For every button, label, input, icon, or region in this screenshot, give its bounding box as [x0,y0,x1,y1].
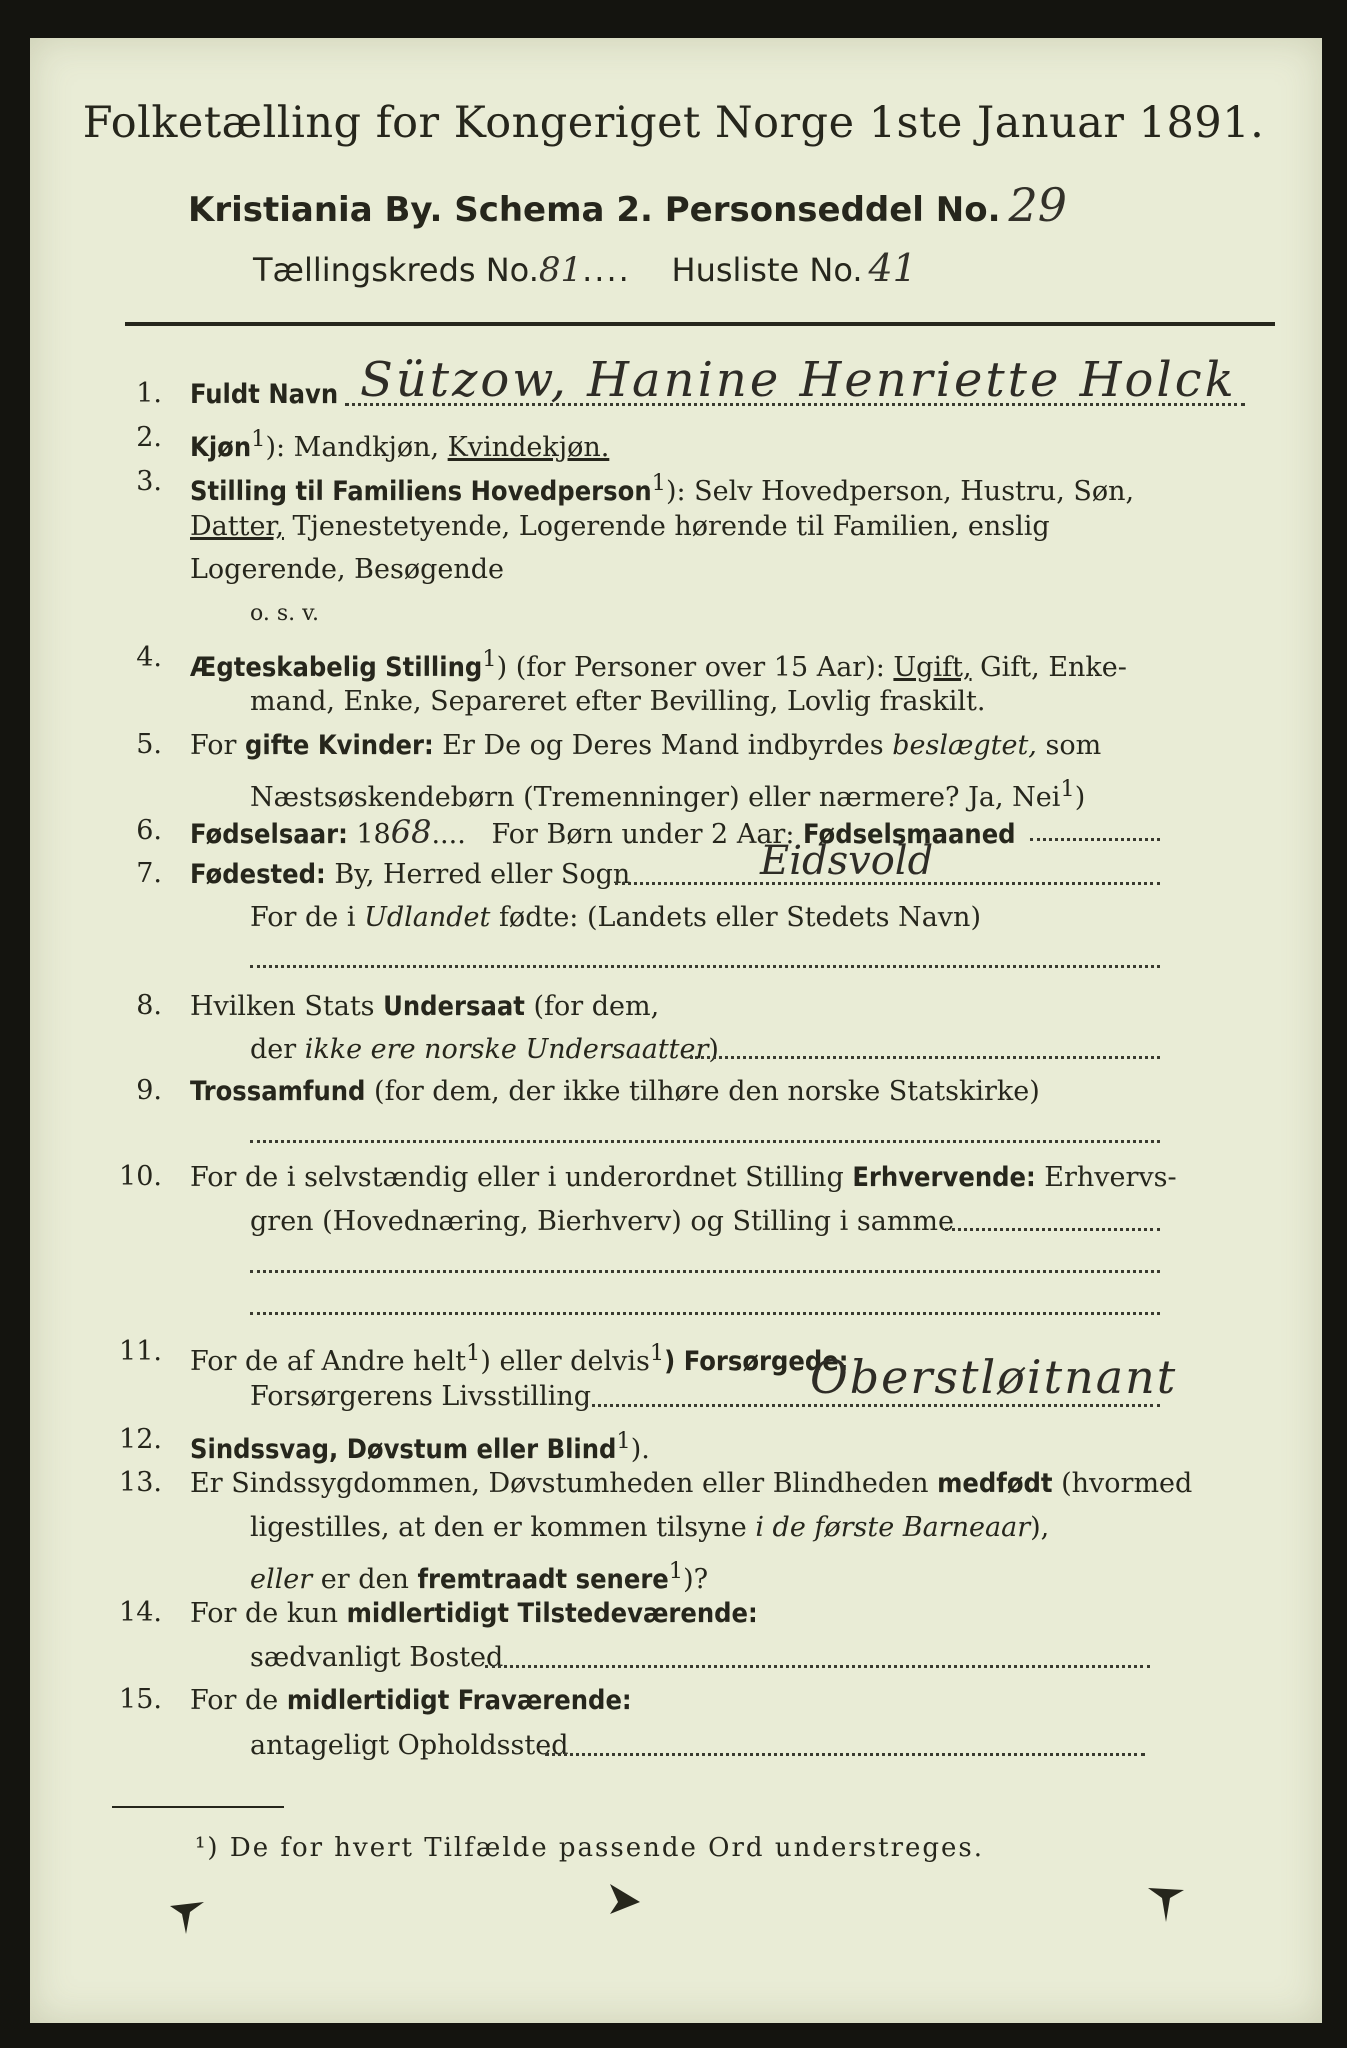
sex-option-male: ): Mandkjøn, [265,432,448,463]
married-women-line-2: Næstsøskendebørn (Tremenninger) eller nærmere? Ja, Nei$^1$) [250,776,1086,813]
sex-label: Kjøn [190,432,252,463]
religion-label: Trossamfund [190,1076,366,1107]
presumed-residence-dotted-line [545,1753,1145,1756]
birth-year-value: 68 [390,813,432,851]
citizenship-text-2: (for dem, [524,991,660,1022]
occupation-label: Erhvervende: [852,1162,1036,1193]
congenital-text-6: eller [250,1564,313,1595]
birthplace-abroad-text-1: For de i [250,902,365,933]
field-family-position [190,466,1134,509]
field-disability [190,1424,650,1467]
field-birth-year: Fødselsaar: 1868.... For Børn under 2 Aar: Fødselsmaaned [190,813,1016,851]
item-number: 6. [136,815,162,846]
footnote-text: De for hvert Tilfælde passende Ord understreges. [229,1833,985,1863]
dependents-label: ) Forsørgede: [664,1346,849,1377]
family-position-line-4: o. s. v. [250,601,319,626]
birthplace-label: Fødested: [190,859,326,890]
husliste-label: Husliste No. [671,251,863,289]
footnote-ref: 1 [651,470,666,496]
footnote-ref: 1 [251,426,266,452]
marital-status-options-a: ) (for Personer over 15 Aar): [496,652,894,683]
citizenship-dotted-line [690,1056,1160,1059]
congenital-text-3: ligestilles, at den er kommen tilsyne [250,1512,756,1543]
religion-dotted-line [250,1140,1160,1143]
congenital-text-4: i de første Barneaar [755,1512,1031,1543]
religion-text: (for dem, der ikke tilhøre den norske Statskirke) [365,1076,1040,1107]
citizenship-label: Undersaat [383,991,525,1022]
item-number: 4. [136,642,162,673]
birthplace-abroad-text-3: fødte: (Landets eller Stedets Navn) [490,902,981,933]
birth-month-dotted-line [1030,838,1160,841]
form-title: Folketælling for Kongeriget Norge 1ste Januar 1891. [82,98,1265,148]
family-position-label: Stilling til Familiens Hovedperson [190,476,652,507]
temporarily-absent-label: midlertidigt Fraværende: [286,1685,632,1716]
item-number: 13. [119,1467,162,1498]
husliste-number: 41 [868,246,917,290]
personseddel-number: 29 [1008,178,1068,232]
field-dependents [190,1336,848,1379]
field-temporarily-absent [190,1684,632,1718]
birth-month-text: For Børn under 2 Aar: [491,819,803,850]
item-number: 5. [136,729,162,760]
birthplace-abroad-dotted-line [250,965,1160,968]
dependents-text-2: ) eller delvis [480,1346,650,1377]
item-number: 1. [136,378,162,409]
corner-mark-icon [168,1898,208,1938]
temporarily-present-label: midlertidigt Tilstedeværende: [346,1598,758,1629]
birthplace-abroad-text-2: Udlandet [364,902,491,933]
citizenship-line-2 [250,1033,719,1067]
married-women-text-4: som [1036,730,1102,761]
congenital-label-2: fremtraadt senere [417,1564,669,1595]
family-position-options-b: Tjenestetyende, Logerende hørende til Familien, enslig [283,511,1050,542]
sex-option-female-underlined: Kvindekjøn. [447,432,610,463]
krets-line: Tællingskreds No.81.... Husliste No. 41 [253,246,917,290]
citizenship-text-5: ) [708,1034,719,1065]
birthplace-value: Eidsvold [760,838,934,884]
occupation-text-2: Erhvervs- [1035,1162,1177,1193]
married-women-text-1: For [190,730,246,761]
footnote [195,1833,984,1863]
congenital-text-5: ), [1030,1512,1050,1543]
field-temporarily-present [190,1597,758,1631]
birthplace-abroad-line [250,901,981,935]
family-position-datter-underlined: Datter, [190,511,284,542]
field-birthplace [190,858,630,892]
congenital-line-2 [250,1511,1049,1545]
disability-label: Sindssvag, Døvstum eller Blind [190,1434,617,1465]
schema-line [188,178,1067,232]
congenital-text-8: )? [683,1564,709,1595]
dependents-dotted-line [585,1404,1160,1407]
field-marital-status [190,642,1127,685]
census-form-sheet [30,38,1322,2023]
item-number: 3. [136,466,162,497]
item-number: 12. [119,1424,162,1455]
corner-mark-icon [1146,1884,1186,1924]
field-congenital [190,1467,1192,1501]
married-women-text-3: beslægtet, [892,730,1037,761]
occupation-dotted-line-2 [250,1270,1160,1273]
dependents-text-1: For de af Andre helt [190,1346,467,1377]
temporarily-present-text: For de kun [190,1598,347,1629]
field-sex [190,422,609,465]
presumed-residence-label: antageligt Opholdssted [250,1730,569,1761]
birthplace-text: By, Herred eller Sogn [325,859,631,890]
congenital-text-2: (hvormed [1052,1468,1193,1499]
item-number: 7. [136,858,162,889]
field-citizenship [190,990,659,1024]
married-women-label: gifte Kvinder: [245,730,434,761]
schema-line-text: Kristiania By. Schema 2. Personseddel No. [188,190,1001,230]
birth-year-prefix: 18 [347,819,391,850]
congenital-text-1: Er Sindssygdommen, Døvstumheden eller Blindheden [190,1468,938,1499]
occupation-dotted-line-3 [250,1312,1160,1315]
footnote-mark: ¹) [195,1833,220,1863]
temporarily-absent-text: For de [190,1685,287,1716]
disability-text: ). [630,1434,650,1465]
dependents-line-2: Forsørgerens Livsstilling [250,1381,592,1412]
full-name-value: Sützow, Hanine Henriette Holck [360,352,1237,408]
marital-status-label: Ægteskabelig Stilling [190,652,483,683]
field-married-women [190,729,1101,763]
usual-residence-dotted-line [485,1665,1150,1668]
congenital-text-7: er den [312,1564,418,1595]
congenital-label: medfødt [937,1468,1053,1499]
birth-month-label: Fødselsmaaned [803,819,1016,850]
header-rule [125,322,1275,326]
full-name-label: Fuldt Navn [190,379,339,410]
item-number: 9. [136,1075,162,1106]
provider-occupation-value: Oberstløitnant [810,1350,1178,1404]
item-number: 11. [119,1336,162,1367]
field-full-name [190,378,338,412]
marital-status-options-a2: Gift, Enke- [971,652,1127,683]
birth-year-label: Fødselsaar: [190,819,348,850]
item-number: 15. [119,1684,162,1715]
occupation-text-1: For de i selvstændig eller i underordnet Stilling [190,1162,853,1193]
item-number: 10. [119,1161,162,1192]
marital-status-line-2: mand, Enke, Separeret efter Bevilling, Lovlig fraskilt. [250,686,986,717]
item-number: 14. [119,1597,162,1628]
item-number: 2. [136,422,162,453]
marital-status-ugift-underlined: Ugift, [893,652,972,683]
occupation-dotted-line-1 [945,1228,1160,1231]
krets-number: 81 [538,250,583,290]
krets-label: Tællingskreds No. [253,251,539,289]
field-religion [190,1075,1040,1109]
footnote-rule [112,1806,284,1808]
usual-residence-label: sædvanligt Bosted [250,1642,504,1673]
family-position-line-3: Logerende, Besøgende [190,554,504,585]
footnote-ref: 1 [616,1428,631,1454]
citizenship-text-1: Hvilken Stats [190,991,384,1022]
corner-mark-icon [604,1880,644,1920]
footnote-ref: 1 [1060,776,1075,802]
married-women-text-2: Er De og Deres Mand indbyrdes [433,730,893,761]
citizenship-text-4: ikke ere norske Undersaatter [304,1034,709,1065]
married-women-question: Næstsøskendebørn (Tremenninger) eller nærmere? Ja, Nei [250,782,1061,813]
field-occupation [190,1161,1177,1195]
occupation-line-2: gren (Hovednæring, Bierhverv) og Stilling i samme [250,1206,955,1237]
citizenship-text-3: der [250,1034,305,1065]
footnote-ref: 1 [668,1558,684,1584]
footnote-ref: 1 [482,646,497,672]
footnote-ref: 1 [466,1340,481,1366]
family-position-line-2 [190,510,1050,544]
footnote-ref: 1 [649,1340,665,1366]
congenital-line-3 [250,1554,708,1597]
item-number: 8. [136,990,162,1021]
family-position-options-a: ): Selv Hovedperson, Hustru, Søn, [665,476,1135,507]
